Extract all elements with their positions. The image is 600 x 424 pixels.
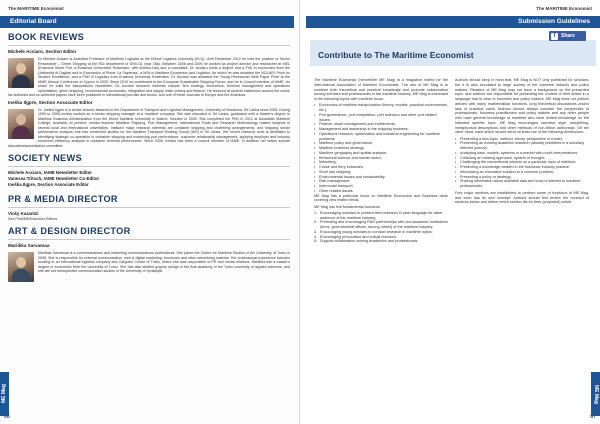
sections-paragraph: Four major sections are established to perform some of functions of ME Mag, and each has its own concept. Authors should first review the concept of sections below and define which section fits for their (proposed) article. <box>455 190 589 205</box>
list-item: • Other related issues. <box>314 189 448 194</box>
heading-society-news: SOCIETY NEWS <box>8 153 82 163</box>
side-tab-left: ME Mag <box>0 372 9 416</box>
facebook-icon: f <box>551 33 558 40</box>
topics-list <box>314 103 448 193</box>
art-director-photo <box>8 252 34 282</box>
society-news-line: Michele Acciaro, IAME Newsletter Editor <box>8 170 93 175</box>
page-number-right: 67 <box>590 414 596 420</box>
list-item: • Finance, asset management and investments; <box>314 122 448 127</box>
functions-list <box>314 211 448 244</box>
list-item: • Management and leadership in the shipping business; <box>314 127 448 132</box>
side-tab-right: ME Mag <box>591 372 600 416</box>
running-head-left: The MARITIME Economist <box>8 6 64 11</box>
divider <box>8 239 290 240</box>
section-bar-submission: Submission Guidelines <box>306 16 600 28</box>
divider <box>8 45 290 46</box>
list-item: • Presenting a new topic, method, theory, perspective or model; <box>455 137 589 142</box>
list-item: • Short sea shipping; <box>314 170 448 175</box>
list-item: • Presenting a knowledge created in the business/ industry practice; <box>455 165 589 170</box>
list-item: • Maritime policy and governance; <box>314 141 448 146</box>
list-item: • Sharing information about available data and tools of interest to maritime professionals. <box>455 179 589 189</box>
divider <box>8 166 290 167</box>
list-item: 3. Encouraging young scholars to conduct research in maritime topics; <box>314 229 433 234</box>
associate-editor-photo <box>8 109 34 139</box>
divider <box>8 207 290 208</box>
right-column-1 <box>314 78 448 244</box>
editor-name: Michele Acciaro, Section Editor <box>8 49 77 54</box>
list-item: • Challenging the conventional wisdom on a particular topic of maritime; <box>455 160 589 165</box>
list-item: • Port governance, port competition, port selection and other port related issues; <box>314 113 448 123</box>
list-item: • Operations research, optimization and industrial engineering for maritime problems; <box>314 132 448 142</box>
editor-photo <box>8 58 34 88</box>
section-bar-editorial: Editorial Board <box>0 16 294 28</box>
heading-book-reviews: BOOK REVIEWS <box>8 32 85 42</box>
list-item: • Environmental issues and sustainability; <box>314 175 448 180</box>
editor-bio: Dr Michele Acciaro is Assistant Professor of Maritime Logistics at the Kühne Logistics University (KLU). Until December 2012 he held the position of Senior Researcher – Green Shipping at the R&I department of DNV-GL near Oslo. Between 2006 and 2009 he worked as project director and researcher at MEL (Erasmus Smart Port of Erasmus Universiteit Rotterdam, with Anthea-Lau) and a consultant. Dr. Acciaro holds a degree and a PhD in economics from the Università di Cagliari and in Economics of Rome 'La Sapienza', a MSc in Maritime Economics and Logistics, for which he was awarded the NOLARL Prize for Student Excellence, and a PhD in Logistics from Erasmus University Rotterdam. Dr. Acciaro was awarded the Young Researcher Best Paper Prize at the IAME Annual Conference in Cyprus in 2005. Since 2010 he contributed to the European Sustainable Shipping Forum, and he is Council member of IAME, for which he edits the Association's Newsletter. Dr. Acciaro research interests include: firm strategy, economics, terminal management and operations optimization, green shipping, environmental economics, integration and supply chain pricing and finance. He lectured at several institutions around the world; his authored and co-authored papers have been published in international journals and books, and one of these Journals in Europe and the Americas. <box>8 57 290 97</box>
audience-paragraph: Authors should keep in mind that, ME Mag is NOT only published for scholars, but it is also circulated to large society of the maritime industry and policy makers. Readers of ME Mag may not have a background on the presented topic, and authors are responsible for presenting the content of their article in a language that is clear to business and policy makers. ME Mag does not publish articles with many mathematical functions, long theoretical discussions and/or lack of practical value. Authors should always consider the perspective of professionals, business practitioners and policy makers and any other people who have general knowledge of maritime who have limited knowledge on the intended specific topic. ME Mag encourages narrative style, storytelling, metaphorical descriptions and other methods of non-fiction authorship. On the other hand, each article should serve at least one of the following dimensions: <box>455 78 589 135</box>
dimensions-list <box>455 137 589 189</box>
list-item: • Presenting an existing academic research (already published in a scholarly referred journal); <box>455 141 589 151</box>
art-director-name: Mariikka Sarvamaa <box>8 243 50 249</box>
page-title: Contribute to The Maritime Economist <box>318 50 474 60</box>
list-item: • Intermodal transport; <box>314 184 448 189</box>
list-item: 2. Promoting and encouraging R&D partnerships with non-academic institutions (firms, governmental offices, among others) of the maritime industry; <box>314 220 448 229</box>
list-item: • Maritime business strategy; <box>314 146 448 151</box>
facebook-share-button[interactable] <box>549 31 586 41</box>
art-director-bio: Mariikka Sarvamaa is a communications and marketing communications professional. She joined the Centre for Maritime Studies of the University of Turku in 2008. She is responsible for external communication, web & digital marketing, brochures and other advertising material. Her professional experience includes working in an international logistics company and Cargotec Centre of Turku, where she was responsible of PR and media relations. Mariikka has a master's degree in economics from the University of Turku. She has also studied graphic design in the Arts academy of the Turku university of applied sciences, and she will not retrospective communication studies in the University of Jyväskylä. <box>38 251 290 274</box>
list-item: • Risk management; <box>314 179 448 184</box>
list-item: • Criticizing an existing approach, system or thought; <box>455 156 589 161</box>
list-item: 1. Encouraging scholars to present their research in plain language for wider audience of the maritime industry; <box>314 210 443 220</box>
list-item: • Economics of maritime transportation (theory, models, practical controversies, etc.); <box>314 103 448 113</box>
associate-editor-bio-block <box>8 108 290 149</box>
pr-media-role: See Print/MMG/section Editors <box>8 216 58 221</box>
contribute-banner <box>310 40 596 66</box>
right-column-2 <box>455 78 589 207</box>
associate-editor-name: Ineška Ilgpre, Section Associate Editor <box>8 99 93 105</box>
list-item: • Cruise and ferry industries; <box>314 165 448 170</box>
list-item: • Introducing an innovative solution to a common problem; <box>455 170 589 175</box>
list-item: 5. Support collaboration among academics and professionals. <box>314 239 419 244</box>
society-news-line: Vanessa Tritsch, IAME Newsletter Co-Editor <box>8 176 100 182</box>
associate-editor-bio: Dr. Ineška Ilgpre is a senior lecturer attached to the Department of Transport and Logistics Management, University of Moratuwa, Sri Lanka since 2006. During 1990 to 2006 Ineška worked as a senior shipping manager at a maritime company. She was educated in Sri Lanka, graduated with a Master's degree in Maritime Business Administration from the World Maritime University in Malmö, Sweden in 2000. She completed her PhD in 2012 at Australian Maritime College, Australia. At present, Ineška teaches Maritime Shipping, Port Management, International Trade and Research Methodology related subjects in several local and international universities. Ineška's major research interests are container shipping and chartering arrangements, and shipping sector performance analysis; she has conducted studies for the Maritime Transport Working Group (WG) in Sri Lanka. Her recent research work is dedicated to identifying strategic co-operation in container shipping and examining port performance, customer relationship management, applying employer and industry economic efficiency analysis in container terminal performance. Since 2006, Ineška has been a council member of IAME. In addition her duties include education/accreditation committee. <box>8 107 290 148</box>
list-item: • Behavioral science and human factor; <box>314 156 448 161</box>
pr-media-name: Vicky Kazantzi <box>8 210 39 216</box>
list-item: • Analyzing data, models, systems or a market with novel interpretations; <box>455 151 589 156</box>
share-label: Share <box>561 33 575 39</box>
focus-paragraph: ME Mag has a particular focus on Maritime Economics and Business while covering new related fields. <box>314 193 448 203</box>
list-item: 4. Encouraging provocative and critical research; <box>314 234 397 239</box>
page-number-left: 66 <box>4 414 10 420</box>
society-news-line: Ineška Ilgpre, Section Associate Editor <box>8 182 89 188</box>
list-item: • Marketing; <box>314 160 448 165</box>
list-item: • Presenting a policy or strategy; <box>455 175 589 180</box>
right-page <box>300 0 600 424</box>
art-director-bio-block <box>8 251 290 283</box>
editor-bio-block <box>8 57 290 98</box>
running-head-right: The MARITIME Economist <box>536 6 592 11</box>
left-column <box>8 32 290 285</box>
heading-pr-media: PR & MEDIA DIRECTOR <box>8 193 118 204</box>
functions-intro: ME Mag has five fundamental functions: <box>314 204 381 209</box>
list-item: • Maritime geography and spatial analysis; <box>314 151 448 156</box>
heading-art-design: ART & DESIGN DIRECTOR <box>8 226 131 237</box>
intro-paragraph: The Maritime Economist (henceforth ME Mag) is a magazine edited for the International Association of Maritime Economists. The aim of ME Mag is to combine both theoretical and practical knowledge and promote collaboration among scholars and professionals in the maritime industry. ME Mag is interested in the following topics with maritime focus: <box>314 78 448 101</box>
